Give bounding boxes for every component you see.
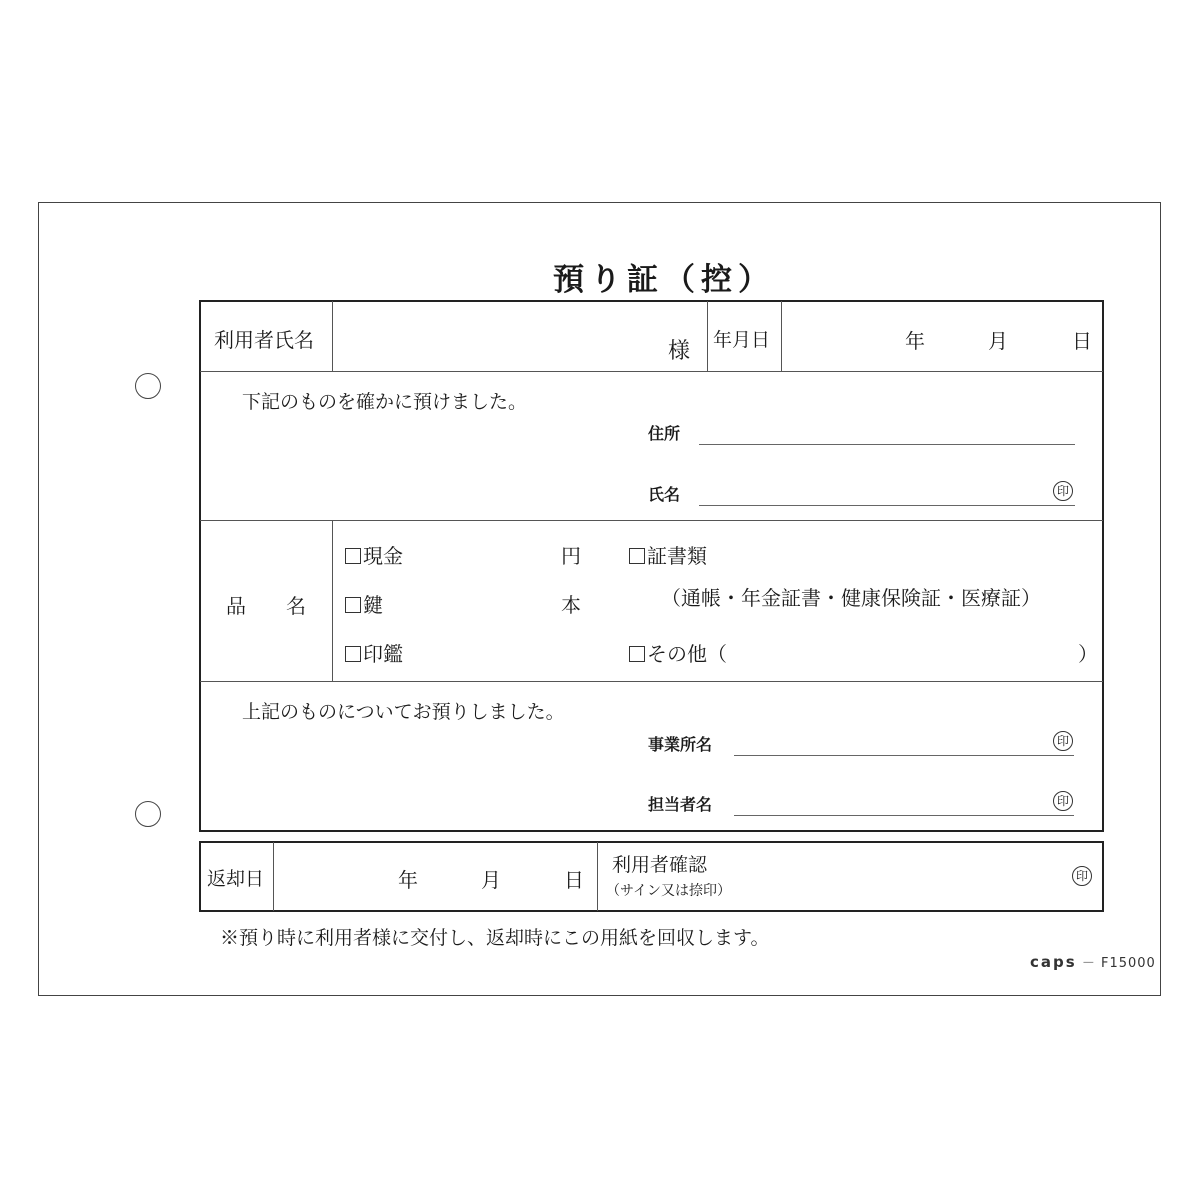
checkbox-icon[interactable]: [345, 548, 361, 564]
binder-hole-bottom: [135, 801, 161, 827]
other-close: ）: [1078, 642, 1098, 666]
staff-line[interactable]: [734, 815, 1074, 816]
brand-code: [1030, 952, 1156, 971]
certificates-label: 証書類: [647, 544, 707, 568]
user-confirm-note: （サイン又は捺印）: [606, 883, 732, 899]
product-code: － F15000: [1081, 956, 1156, 971]
year-label: 年: [905, 329, 925, 353]
brand-logo: caps: [1030, 953, 1077, 971]
form-title: 預り証（控）: [553, 262, 775, 298]
depositor-name-line[interactable]: [699, 505, 1075, 506]
cash-unit: 円: [561, 544, 581, 568]
seal-icon: 印: [1072, 866, 1092, 886]
inkan-label: 印鑑: [363, 642, 403, 666]
seal-icon: 印: [1053, 791, 1073, 811]
footer-note: ※預り時に利用者様に交付し、返却時にこの用紙を回収します。: [220, 927, 770, 949]
divider: [597, 842, 598, 911]
return-month: 月: [481, 868, 501, 892]
divider: [781, 301, 782, 371]
key-label: 鍵: [363, 593, 383, 617]
return-year: 年: [398, 868, 418, 892]
day-label: 日: [1072, 329, 1092, 353]
key-item[interactable]: [345, 589, 383, 618]
seal-icon: 印: [1053, 481, 1073, 501]
certificates-note: （通帳・年金証書・健康保険証・医療証）: [661, 586, 1041, 610]
divider: [707, 301, 708, 371]
address-line[interactable]: [699, 444, 1075, 445]
divider: [332, 521, 333, 681]
checkbox-icon[interactable]: [629, 646, 645, 662]
address-label: 住所: [648, 424, 681, 443]
date-label: 年月日: [713, 329, 771, 351]
inkan-item[interactable]: [345, 638, 403, 667]
honorific-label: 様: [668, 339, 691, 364]
binder-hole-top: [135, 373, 161, 399]
depositor-name-label: 氏名: [648, 485, 681, 504]
divider: [273, 842, 274, 911]
return-date-label: 返却日: [207, 868, 265, 890]
user-confirm-label: 利用者確認: [612, 854, 708, 876]
deposit-statement: 下記のものを確かに預けました。: [242, 391, 528, 413]
divider: [200, 681, 1103, 682]
cash-label: 現金: [363, 544, 403, 568]
certificates-item[interactable]: [629, 540, 707, 569]
other-item[interactable]: [629, 638, 727, 667]
key-unit: 本: [561, 593, 581, 617]
divider: [200, 371, 1103, 372]
office-label: 事業所名: [648, 735, 713, 754]
cash-item[interactable]: [345, 540, 403, 569]
divider: [332, 301, 333, 371]
staff-label: 担当者名: [648, 795, 713, 814]
divider: [200, 520, 1103, 521]
checkbox-icon[interactable]: [345, 597, 361, 613]
checkbox-icon[interactable]: [629, 548, 645, 564]
other-label: その他（: [647, 642, 727, 666]
month-label: 月: [988, 329, 1008, 353]
return-day: 日: [564, 868, 584, 892]
user-name-label: 利用者氏名: [214, 328, 314, 352]
checkbox-icon[interactable]: [345, 646, 361, 662]
office-line[interactable]: [734, 755, 1074, 756]
receipt-statement: 上記のものについてお預りしました。: [242, 701, 565, 723]
seal-icon: 印: [1053, 731, 1073, 751]
items-label: 品 名: [226, 594, 306, 618]
